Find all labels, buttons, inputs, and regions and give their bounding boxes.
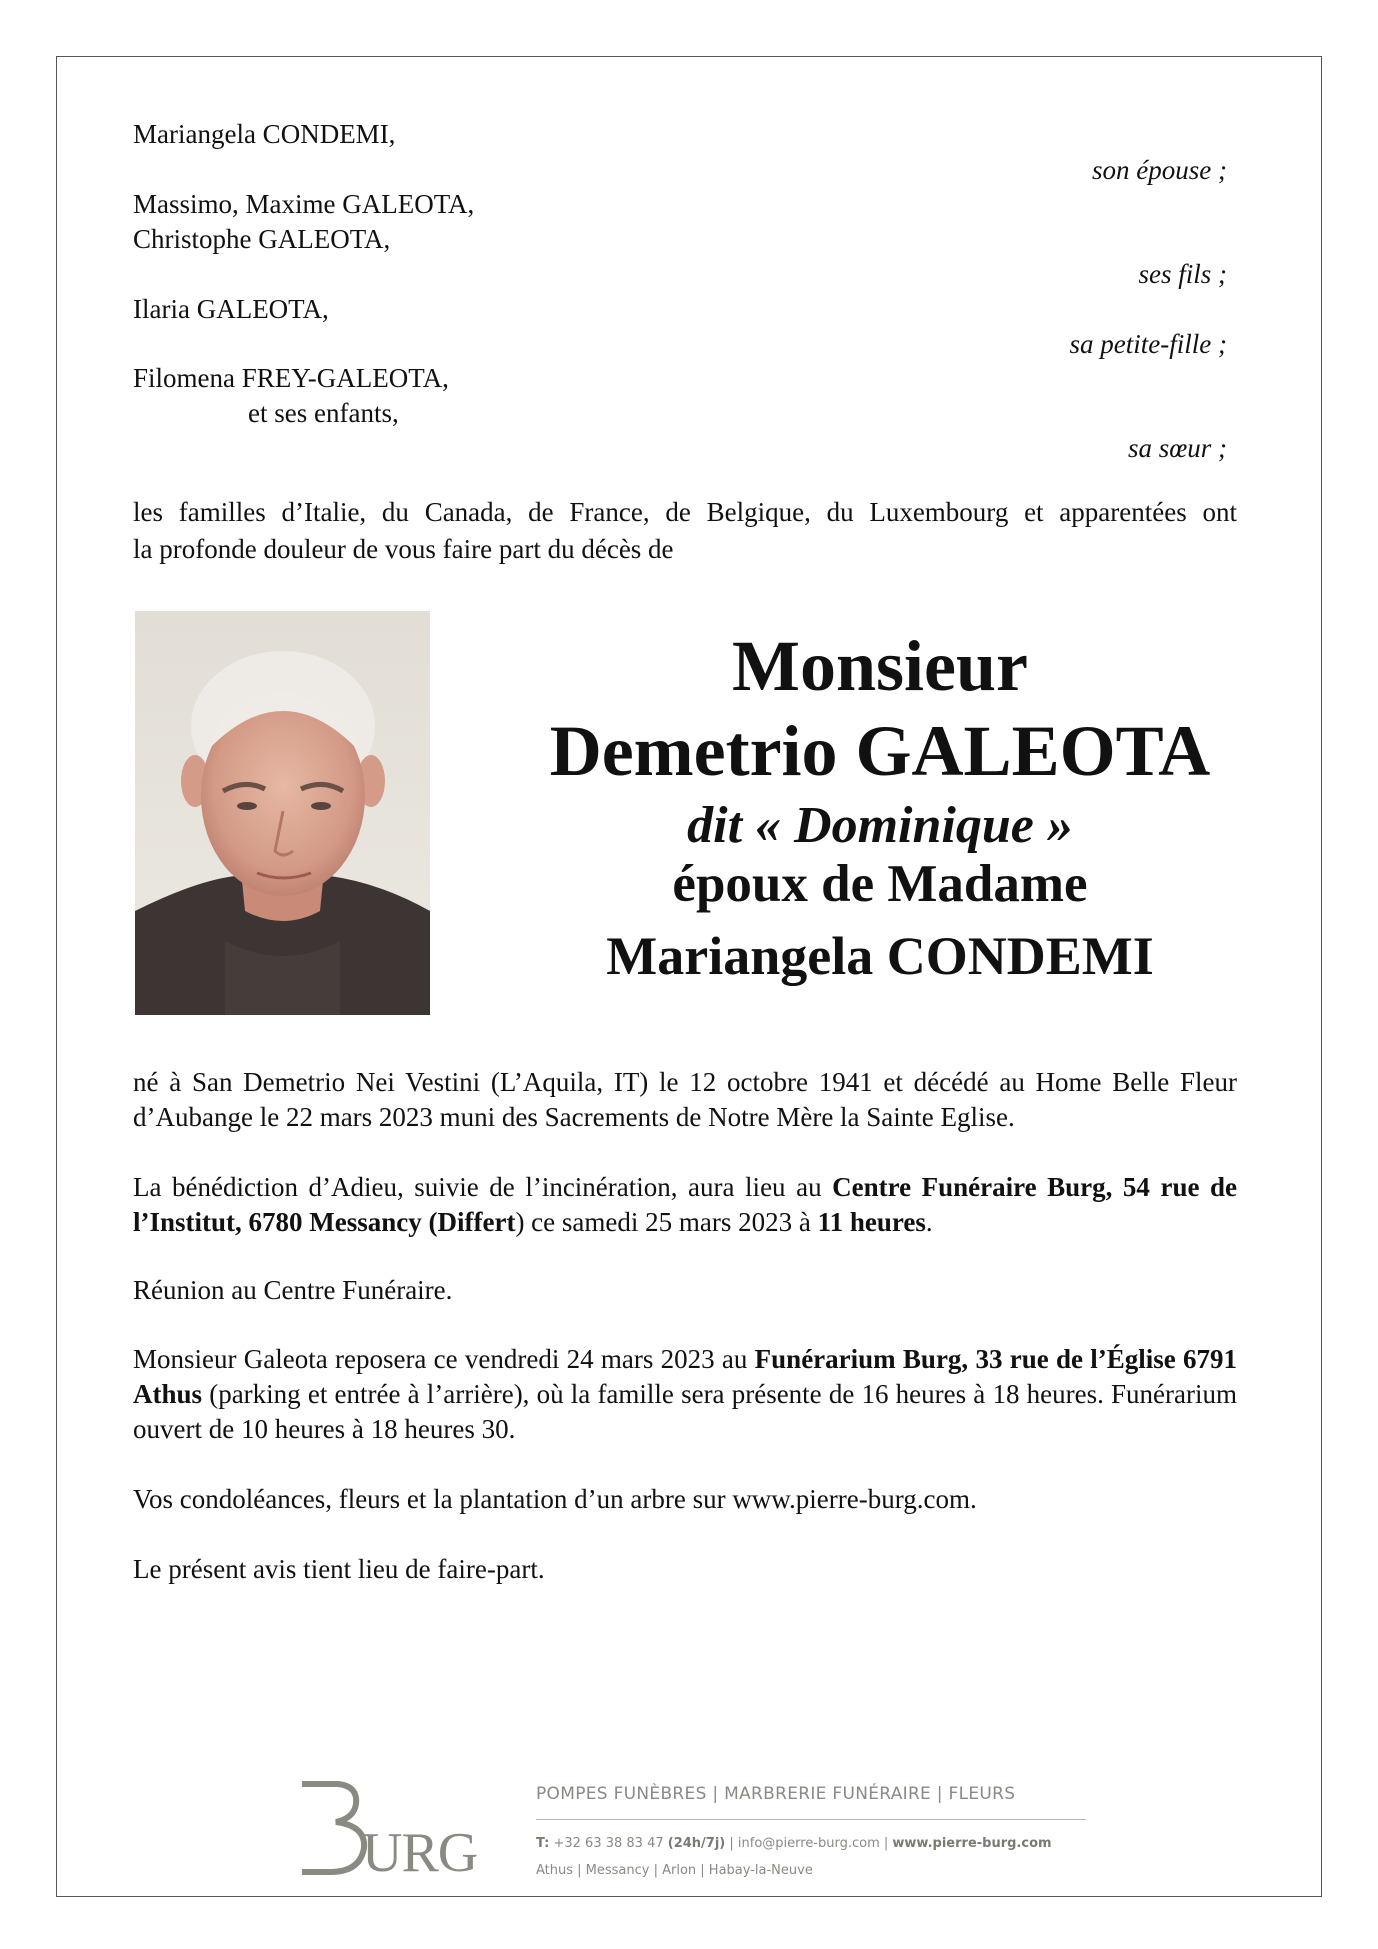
- rest-place: Funérarium Burg, 33 rue de l’Église 6791 Athus: [133, 1344, 1237, 1409]
- family-granddaughter: Ilaria GALEOTA,: [133, 294, 329, 324]
- burg-logo: [300, 1778, 485, 1878]
- footer-contact: [536, 1836, 1052, 1851]
- footer-divider: [536, 1819, 1086, 1820]
- ceremony-text-mid: ) ce samedi 25 mars 2023 à: [515, 1207, 818, 1237]
- deceased-spouse-line-1: époux de Madame: [672, 855, 1088, 913]
- notice-paragraph: Le présent avis tient lieu de faire-part.: [133, 1554, 545, 1584]
- announcement-line-1: les familles d’Italie, du Canada, de France, de Belgique, du Luxembourg et apparentées ont: [133, 497, 1237, 527]
- rest-text-post: (parking et entrée à l’arrière), où la famille sera présente de 16 heures à 18 heures. Funérarium ouvert de 10 heures à 18 heures 30.: [133, 1379, 1237, 1444]
- phone-number[interactable]: +32 63 38 83 47: [549, 1836, 668, 1851]
- ceremony-text-end: .: [925, 1207, 933, 1237]
- family-sister-relation: sa sœur ;: [1127, 433, 1227, 463]
- family-wife-name: Mariangela CONDEMI,: [133, 119, 396, 149]
- deceased-title: Monsieur: [732, 626, 1028, 706]
- footer-services: POMPES FUNÈBRES | MARBRERIE FUNÉRAIRE | FLEURS: [536, 1784, 1016, 1804]
- birth-death-paragraph: né à San Demetrio Nei Vestini (L’Aquila, IT) le 12 octobre 1941 et décédé au Home Belle Fleur d’Aubange le 22 mars 2023 muni des Sacrements de Notre Mère la Sainte Eglise.: [133, 1067, 1237, 1132]
- family-sister-children: et ses enfants,: [248, 398, 399, 428]
- email-link[interactable]: | info@pierre-burg.com |: [725, 1836, 893, 1851]
- deceased-spouse-line-2: Mariangela CONDEMI: [606, 926, 1154, 986]
- ceremony-place: Centre Funéraire Burg, 54 rue de l’Institut, 6780 Messancy (Differt: [133, 1172, 1237, 1237]
- deceased-photo: [135, 611, 430, 1015]
- family-son-2: Christophe GALEOTA,: [133, 224, 391, 254]
- announcement-line-2: la profonde douleur de vous faire part du décès de: [133, 534, 674, 564]
- deceased-nickname: dit « Dominique »: [687, 797, 1073, 854]
- burg-logo-mark: [300, 1778, 485, 1878]
- family-son-1: Massimo, Maxime GALEOTA,: [133, 189, 475, 219]
- phone-label: T:: [536, 1836, 550, 1851]
- deceased-name: Demetrio GALEOTA: [549, 711, 1211, 791]
- phone-hours: (24h/7j): [667, 1836, 726, 1851]
- condolences-paragraph: Vos condoléances, fleurs et la plantation d’un arbre sur www.pierre-burg.com.: [133, 1484, 977, 1514]
- family-wife-relation: son épouse ;: [1092, 155, 1227, 185]
- footer-locations: Athus | Messancy | Arlon | Habay-la-Neuve: [536, 1863, 813, 1878]
- website-link[interactable]: www.pierre-burg.com: [892, 1836, 1052, 1851]
- portrait-image: [135, 611, 430, 1015]
- ceremony-text-pre: La bénédiction d’Adieu, suivie de l’incinération, aura lieu au: [133, 1172, 833, 1202]
- ceremony-paragraph: [133, 1170, 1237, 1240]
- family-granddaughter-relation: sa petite-fille ;: [1069, 329, 1227, 359]
- rest-text-pre: Monsieur Galeota reposera ce vendredi 24 mars 2023 au: [133, 1344, 755, 1374]
- family-sister: Filomena FREY-GALEOTA,: [133, 363, 449, 393]
- family-sons-relation: ses fils ;: [1138, 259, 1227, 289]
- ceremony-time: 11 heures: [817, 1207, 926, 1237]
- rest-paragraph: [133, 1342, 1237, 1447]
- burg-logo-text: URG: [362, 1822, 478, 1878]
- reunion-paragraph: Réunion au Centre Funéraire.: [133, 1275, 453, 1305]
